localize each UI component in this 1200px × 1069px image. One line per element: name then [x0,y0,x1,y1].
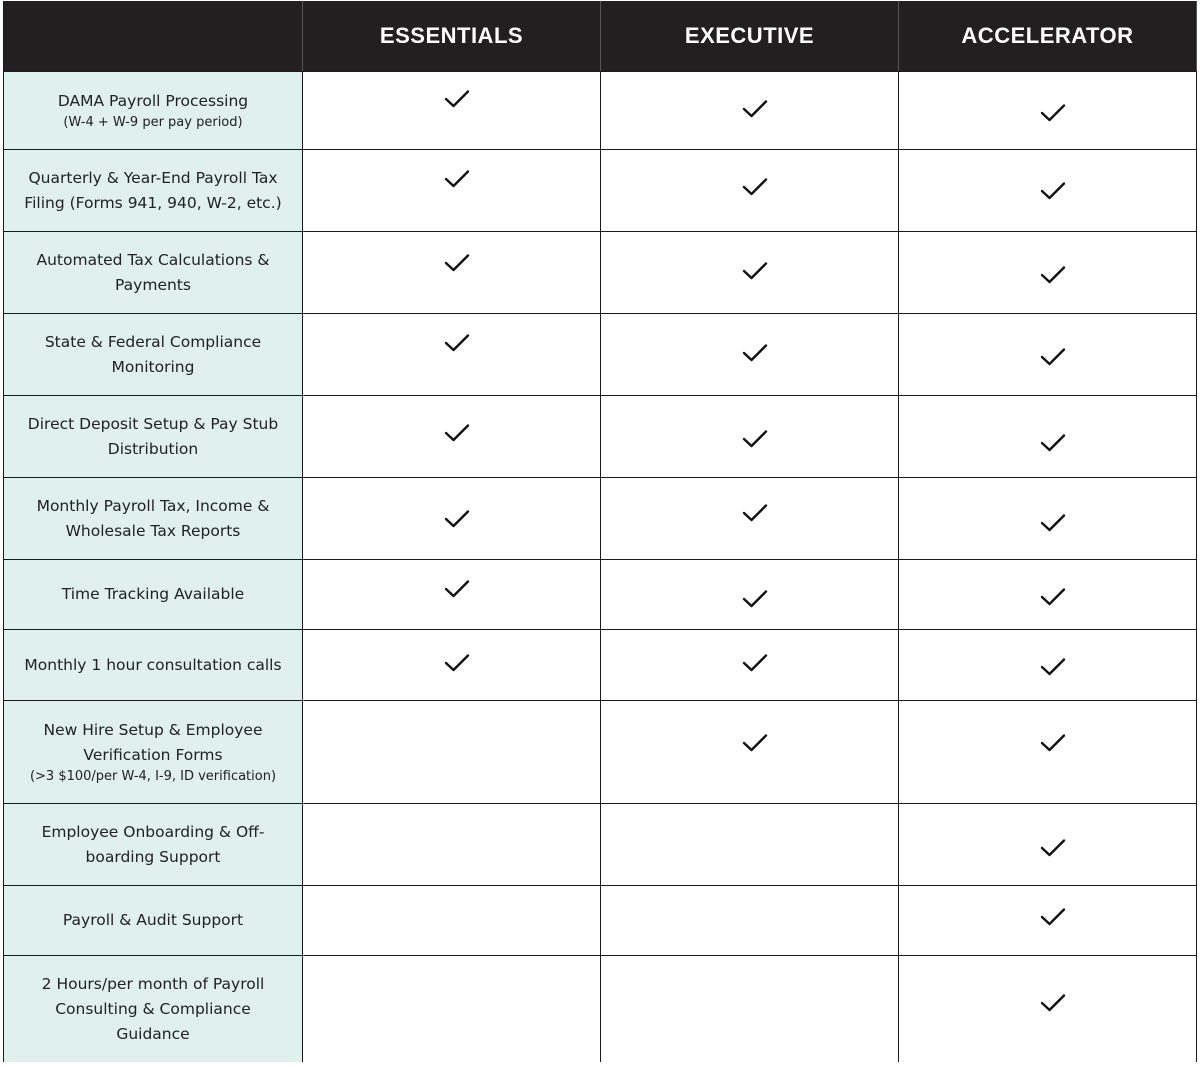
check-icon [443,333,471,353]
header-corner [4,1,303,71]
check-icon [741,343,769,363]
cell-executive [601,477,899,559]
cell-accelerator [899,231,1197,313]
cell-accelerator [899,629,1197,700]
check-icon [1039,587,1067,607]
cell-executive [601,700,899,803]
check-icon [741,429,769,449]
cell-executive [601,395,899,477]
feature-name: New Hire Setup & Employee Verification Forms [43,721,263,764]
check-icon [1039,103,1067,123]
feature-label [4,629,303,700]
feature-label [4,313,303,395]
feature-note: (>3 $100/per W-4, I-9, ID verification) [29,769,277,784]
cell-executive [601,885,899,955]
plan-header-essentials: ESSENTIALS [303,1,601,71]
check-icon [741,99,769,119]
cell-essentials [303,629,601,700]
check-icon [1039,838,1067,858]
feature-name: Monthly Payroll Tax, Income & Wholesale Tax Reports [36,496,270,540]
check-icon [443,579,471,599]
plan-header-executive: EXECUTIVE [601,1,899,71]
check-icon [1039,733,1067,753]
cell-essentials [303,803,601,885]
cell-essentials [303,477,601,559]
cell-executive [601,955,899,1062]
cell-executive [601,313,899,395]
check-icon [443,653,471,673]
cell-essentials [303,559,601,629]
feature-name: DAMA Payroll Processing [57,92,249,110]
check-icon [1039,513,1067,533]
feature-name: Monthly 1 hour consultation calls [24,655,282,674]
cell-accelerator [899,313,1197,395]
check-icon [443,169,471,189]
check-icon [741,261,769,281]
feature-name: State & Federal Compliance Monitoring [44,332,262,376]
cell-accelerator [899,71,1197,149]
cell-accelerator [899,885,1197,955]
cell-accelerator [899,700,1197,803]
check-icon [443,89,471,109]
feature-name: Automated Tax Calculations & Payments [36,250,270,294]
check-icon [1039,181,1067,201]
feature-label [4,803,303,885]
cell-accelerator [899,559,1197,629]
cell-accelerator [899,395,1197,477]
feature-label [4,477,303,559]
check-icon [1039,993,1067,1013]
check-icon [741,177,769,197]
check-icon [443,423,471,443]
feature-name: Direct Deposit Setup & Pay Stub Distribution [27,414,279,458]
cell-essentials [303,149,601,231]
cell-essentials [303,700,601,803]
check-icon [741,589,769,609]
feature-name: Employee Onboarding & Off-boarding Support [41,822,265,866]
cell-executive [601,71,899,149]
feature-label [4,700,303,803]
cell-executive [601,231,899,313]
cell-essentials [303,395,601,477]
feature-label [4,955,303,1062]
plan-header-accelerator: ACCELERATOR [899,1,1197,71]
cell-accelerator [899,955,1197,1062]
cell-accelerator [899,803,1197,885]
feature-name: 2 Hours/per month of Payroll Consulting & Compliance Guidance [41,974,265,1043]
check-icon [741,503,769,523]
feature-label [4,395,303,477]
check-icon [1039,907,1067,927]
cell-essentials [303,955,601,1062]
cell-accelerator [899,149,1197,231]
cell-executive [601,629,899,700]
plan-comparison-table [3,1,1196,1062]
feature-name: Payroll & Audit Support [62,911,244,929]
cell-essentials [303,71,601,149]
feature-name: Time Tracking Available [61,585,245,603]
check-icon [741,733,769,753]
feature-label [4,149,303,231]
check-icon [443,509,471,529]
feature-note: (W-4 + W-9 per pay period) [63,115,243,130]
check-icon [1039,433,1067,453]
cell-accelerator [899,477,1197,559]
check-icon [1039,347,1067,367]
feature-name: Quarterly & Year-End Payroll Tax Filing (Forms 941, 940, W-2, etc.) [24,168,282,212]
feature-label [4,231,303,313]
feature-label [4,559,303,629]
check-icon [1039,657,1067,677]
cell-essentials [303,885,601,955]
check-icon [1039,265,1067,285]
cell-executive [601,149,899,231]
check-icon [741,653,769,673]
check-icon [443,253,471,273]
cell-executive [601,803,899,885]
feature-label [4,885,303,955]
feature-label [4,71,303,149]
cell-essentials [303,231,601,313]
cell-essentials [303,313,601,395]
cell-executive [601,559,899,629]
